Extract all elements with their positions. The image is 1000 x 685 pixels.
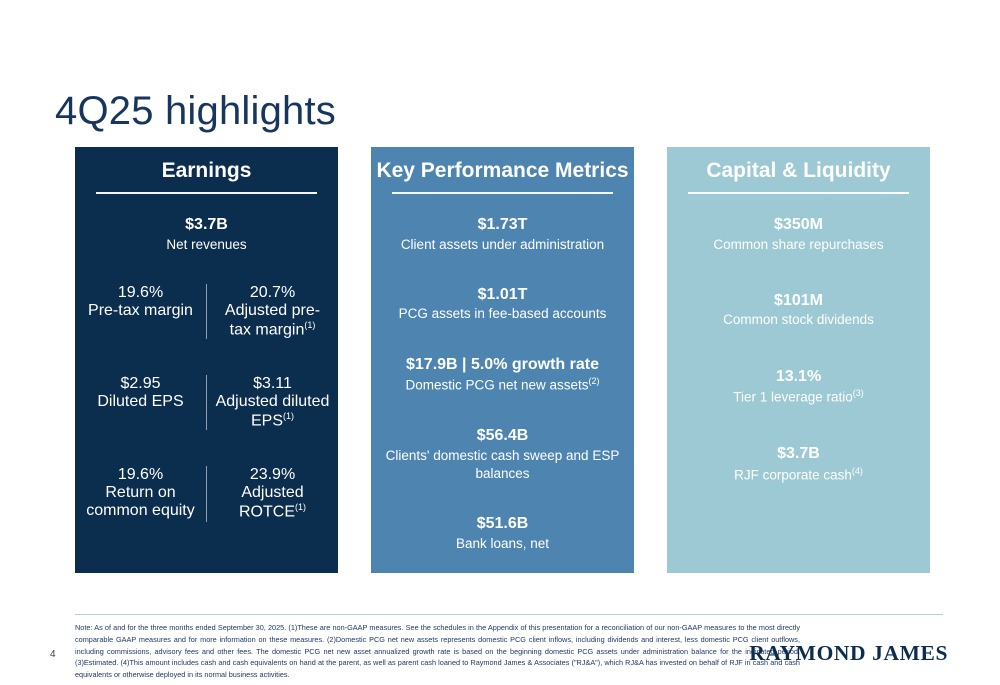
column-header-capital-and-liquidity: Capital & Liquidity <box>706 159 891 182</box>
metric-label-text: Adjusted ROTCE <box>239 484 304 521</box>
footnote-ref: (4) <box>851 465 863 476</box>
metric-value: 19.6% <box>117 283 164 301</box>
column-capital-and-liquidity <box>667 147 930 573</box>
metric-label: Net revenues <box>166 236 247 252</box>
column-header-earnings: Earnings <box>161 159 252 182</box>
header-divider <box>392 192 613 194</box>
metric-value: $2.95 <box>120 375 161 393</box>
footnote-ref: (1) <box>295 502 306 513</box>
metric-label <box>215 484 330 521</box>
footnote-ref: (2) <box>588 376 600 387</box>
metric-label <box>215 393 330 430</box>
metric-value: $101M <box>774 291 823 309</box>
metric-adjusted-diluted-eps <box>207 373 338 432</box>
metric-value: 13.1% <box>775 367 822 385</box>
metric-domestic-pcg-net-new-assets <box>371 348 634 401</box>
metric-label: Common share repurchases <box>713 236 884 252</box>
metric-pcg-fee-based-assets <box>371 278 634 330</box>
metric-label-text: RJF corporate cash <box>734 467 852 483</box>
page-number: 4 <box>50 649 56 660</box>
metric-value: $3.7B <box>185 216 228 233</box>
metric-label-text: Adjusted diluted EPS <box>215 393 330 430</box>
column-earnings <box>75 147 338 573</box>
metric-adjusted-rotce <box>207 464 338 523</box>
metric-label: Clients' domestic cash sweep and ESP balances <box>385 447 620 481</box>
metric-value: 19.6% <box>117 466 164 484</box>
metric-value: $51.6B <box>476 514 529 532</box>
metric-label: Pre-tax margin <box>88 301 193 319</box>
metric-rjf-corporate-cash <box>667 437 930 490</box>
metric-pair-returns <box>75 460 338 527</box>
page-title: 4Q25 highlights <box>55 88 336 133</box>
footnote-text: Note: As of and for the three months ended September 30, 2025. (1)These are non-GAAP measures. See the schedules in the Appendix of this presentation for a reconciliation of our non-GAAP measures to the most directly comparable GAAP measures and for more information on these measures. (2)Domestic PCG net new assets represents domestic PCG client inflows, including dividends and interest, less domestic PCG client outflows, including commissions, advisory fees and other fees. The domestic PCG net new asset annualized growth rate is based on the beginning domestic PCG assets under administration balance for the indicated period. (3)Estimated. (4)This amount includes cash and cash equivalents on hand at the parent, as well as parent cash loaned to Raymond James & Associates ("RJ&A"), which RJ&A has invested on behalf of RJF in cash and cash equivalents or otherwise deployed in its normal business activities. <box>75 623 800 680</box>
metric-bank-loans-net <box>371 507 634 559</box>
metric-value: $3.11 <box>253 375 292 393</box>
footnote-ref: (3) <box>852 388 864 399</box>
metric-label: Client assets under administration <box>400 236 605 252</box>
metric-diluted-eps <box>75 373 206 413</box>
metric-domestic-cash-sweep-and-esp <box>371 419 634 489</box>
highlight-columns <box>75 147 930 573</box>
metric-pair-eps <box>75 369 338 436</box>
company-logo: RAYMOND JAMES <box>749 641 948 665</box>
metric-return-on-common-equity <box>75 464 206 522</box>
metric-pre-tax-margin <box>75 282 206 322</box>
metric-value: $1.73T <box>477 216 528 233</box>
header-divider <box>96 192 317 194</box>
metric-label: Bank loans, net <box>455 535 550 551</box>
footnote-ref: (1) <box>283 411 294 422</box>
metric-label <box>677 465 920 485</box>
metric-label-text: Domestic PCG net new assets <box>405 377 589 393</box>
metric-label <box>381 375 624 395</box>
metric-value: $350M <box>774 216 823 233</box>
metric-value: $56.4B <box>476 426 529 444</box>
metric-tier-1-leverage-ratio <box>667 360 930 413</box>
metric-adjusted-pre-tax-margin <box>207 282 338 341</box>
metric-label: Return on common equity <box>86 484 195 520</box>
metric-pair-margin <box>75 278 338 345</box>
metric-label: Diluted EPS <box>97 393 184 411</box>
header-divider <box>688 192 909 194</box>
metric-value: $1.01T <box>477 285 528 303</box>
metric-value: 20.7% <box>249 283 296 301</box>
metric-label <box>677 387 920 407</box>
metric-label-text: Adjusted pre-tax margin <box>224 301 321 339</box>
metric-label <box>215 302 330 339</box>
metric-value: $17.9B | 5.0% growth rate <box>406 355 599 373</box>
metric-net-revenues <box>75 208 338 260</box>
column-key-performance-metrics <box>371 147 634 573</box>
metric-client-assets-under-administration <box>371 208 634 260</box>
footnote-ref: (1) <box>304 319 316 330</box>
metric-label: Common stock dividends <box>723 312 874 328</box>
metric-common-stock-dividends <box>667 284 930 336</box>
metric-label: PCG assets in fee-based accounts <box>398 306 607 322</box>
metric-label-text: Tier 1 leverage ratio <box>733 389 853 405</box>
metric-value: $3.7B <box>777 444 820 462</box>
metric-value: 23.9% <box>249 466 296 484</box>
footer-divider <box>75 614 943 615</box>
metric-common-share-repurchases <box>667 208 930 260</box>
column-header-key-performance-metrics: Key Performance Metrics <box>376 159 629 182</box>
